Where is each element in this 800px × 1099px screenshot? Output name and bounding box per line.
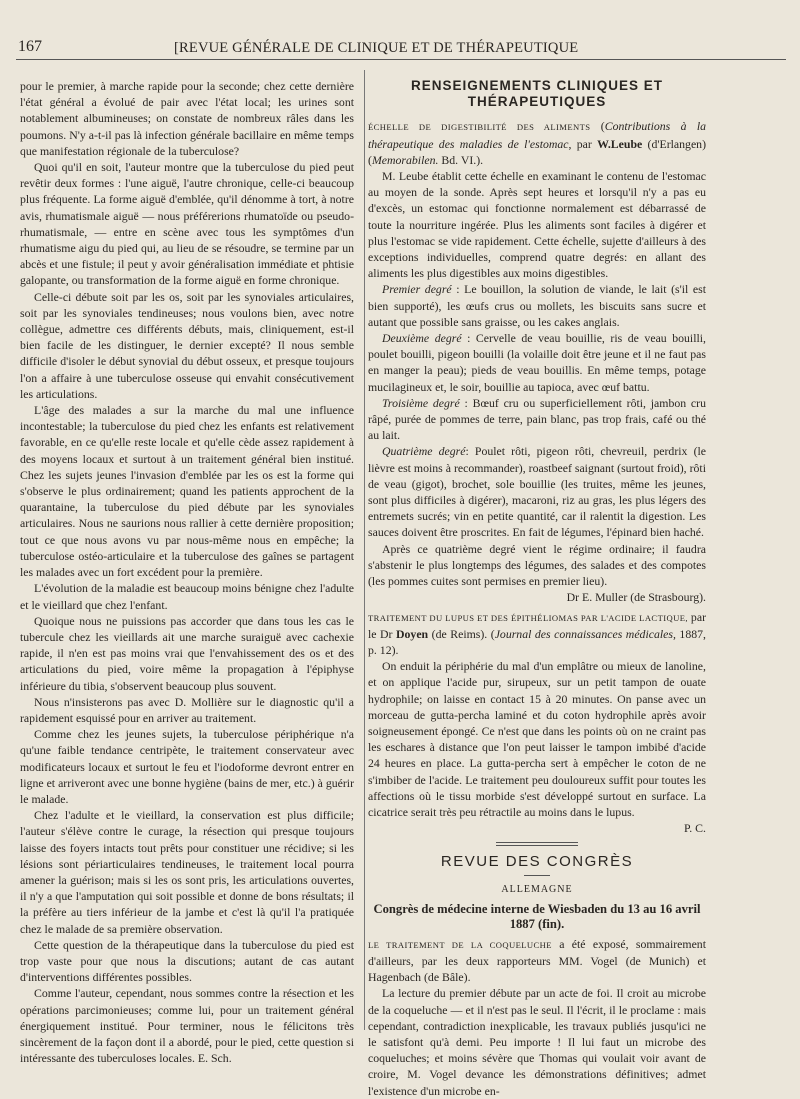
degree-label: Deuxième degré xyxy=(382,331,462,346)
left-column xyxy=(20,78,354,1066)
author: Doyen xyxy=(396,626,429,641)
paragraph: Deuxième degré : Cervelle de veau bouillie, ris de veau bouilli, poulet bouilli, pigeon bouilli (la volaille doit être jeune et il ne faut pas en manger la peau); pieds de veau bouillis. En même temps, potage mucilagineux et, le soir, bouillie au tapioca, avec œuf battu. xyxy=(368,331,706,394)
paragraph: Nous n'insisterons pas avec D. Mollière sur le diagnostic qu'il a rapidement esquissé pour en arriver au traitement. xyxy=(20,694,354,725)
paragraph: M. Leube établit cette échelle en examinant le contenu de l'estomac au moyen de la sonde. Après sept heures et lorsqu'il n'y a pas eu d'excès, un estomac qui fonctionne normalement est débarrassé de toute la nourriture ingérée. Plus les aliments sont faciles à digérer et plus l'estomac se vide rapidement. Cette échelle, sujette d'ailleurs à des exceptions individuelles, comprend quatre degrés: en allant des aliments les plus digestibles aux moins digestibles. xyxy=(368,169,706,281)
paragraph: Chez l'adulte et le vieillard, la conservation est plus difficile; l'auteur s'élève contre le curage, la résection qui presque toujours laisse des foyers intacts tout prêts pour constituer une récidive; si les lésions sont périarticulaires tendineuses, le traitement local pourra amener la guérison; mais si les os sont pris, les articulations ouvertes, il n'y a que l'amputation qui soit possible et donne de bons résultats; il la préfère au tiers inférieur de la jambe et c'est là qu'il l'a pratiquée chez le malade de sa première observation. xyxy=(20,808,354,936)
page-header xyxy=(16,38,786,58)
signature: E. Sch. xyxy=(197,1051,232,1066)
article-title: TRAITEMENT DU LUPUS ET DES ÉPITHÉLIOMAS PAR L'ACIDE LACTIQUE, xyxy=(368,612,688,623)
article-title: LE TRAITEMENT DE LA COQUELUCHE xyxy=(368,939,552,950)
paragraph xyxy=(20,985,354,1066)
paragraph: pour le premier, à marche rapide pour la seconde; chez cette dernière l'état général a évolué de pair avec l'état local; les urines sont notablement albumineuses; on constate de nombreux râles dans les poumons. N'y a-t-il pas là infection générale bacillaire en même temps que manifestation régionale de la tuberculose? xyxy=(20,79,354,158)
congress-title: Congrès de médecine interne de Wiesbaden du 13 au 16 avril 1887 (fin). xyxy=(373,901,701,931)
paragraph: Celle-ci débute soit par les os, soit par les synoviales articulaires, soit par les synoviales tendineuses; nous voulons bien, avec notre collègue, admettre ces différents débuts, mais, cliniquement, est-il bien facile de les distinguer, le dernier excepté? Il nous semble difficile d'isoler le début synovial du début osseux, et presque toujours l'on a affaire à une tuberculose osseuse qui envahit consécutivement les articulations. xyxy=(20,289,354,401)
signature: Dr E. Muller (de Strasbourg). xyxy=(566,590,706,605)
author: W.Leube xyxy=(597,136,643,151)
paragraph: L'âge des malades a sur la marche du mal une influence incontestable; la tuberculose du pied chez les enfants est relativement favorable, en ce qu'elle reste locale et qu'elle cède assez rapidement à des moyens locaux et surtout à un traitement général bien institué. Chez les sujets jeunes l'invasion d'emblée par les os est la forme qui s'observe le plus ordinairement; quand les patients approchent de la quarantaine, la tuberculose du pied débute par les synoviales articulaires. Nous ne saurions nous rallier à cette dernière proposition; tout ce que nous avons vu par nous-même nous en empêche; la tuberculose ostéo-articulaire et la tuberculose des gaînes se partagent les malades avec un fort excédent pour la première. xyxy=(20,403,354,580)
degree-label: Quatrième degré xyxy=(382,444,466,459)
paragraph: Comme chez les jeunes sujets, la tuberculose périphérique n'a qu'une faible tendance centripète, le traitement conservateur avec modificateurs locaux et surtout le feu et l'iodoforme devront entrer en ligne et arriveront avec une bonne hygiène (bains de mer, etc.) à guérir le malade. xyxy=(20,727,354,806)
signature: P. C. xyxy=(684,821,706,836)
section-heading: RENSEIGNEMENTS CLINIQUES ET THÉRAPEUTIQUES xyxy=(410,78,664,110)
running-title: [REVUE GÉNÉRALE DE CLINIQUE ET DE THÉRAPEUTIQUE xyxy=(174,40,579,56)
right-column xyxy=(368,78,706,1099)
paragraph: LE TRAITEMENT DE LA COQUELUCHE a été exposé, sommairement d'ailleurs, par les deux rapporteurs MM. Vogel (de Munich) et Hagenbach (de Bâle). xyxy=(368,936,706,985)
journal: Memorabilen. xyxy=(371,152,439,167)
degree-label: Premier degré xyxy=(382,282,452,297)
paragraph: Quoi qu'il en soit, l'auteur montre que la tuberculose du pied peut revêtir deux formes : l'une aiguë, l'autre chronique, celle-ci beaucoup plus fréquente. La forme aiguë d'emblée, qu'il dénomme à tort, à notre avis, rhumatismale aiguë — nous préférerions rhumatoïde ou pseudo-rhumatismale, — entre en scène avec tous les symptômes d'un rhumatisme aigu du pied qui, au lieu de se résoudre, se termine par un abcès et une fistule; il peut y avoir généralisation immédiate et phtisie galopante, ou transformation de la forme aiguë en forme chronique. xyxy=(20,160,354,288)
ornament-rule xyxy=(496,842,578,846)
article-heading: TRAITEMENT DU LUPUS ET DES ÉPITHÉLIOMAS PAR L'ACIDE LACTIQUE, par le Dr Doyen (de Reims). (Journal des connaissances médicales, 1887, p. 12). xyxy=(368,609,706,657)
paragraph: La lecture du premier débute par un acte de foi. Il croit au microbe de la coqueluche — et il n'est pas le seul. Il l'écrit, il le proclame : mais cependant, contradiction inexplicable, les travaux publiés jusqu'ici ne le satisfont qu'à demi. Peu importe ! Il lui faut un microbe des coqueluches; et moins sévère que Thomas qui voulait voir avant de croire, M. Vogel devance les démonstrations définitives; admet l'existence d'un microbe en- xyxy=(368,986,706,1098)
article-title: ÉCHELLE DE DIGESTIBILITÉ DES ALIMENTS xyxy=(368,122,591,133)
reference-title: Contributions à la thérapeutique des maladies de l'estomac xyxy=(368,119,707,151)
paragraph-text: Comme l'auteur, cependant, nous sommes contre la résection et les opérations parcimonieuses; comme lui, pour un traitement général énergiquement institué. Pour terminer, nous le félicitons très sincèrement de la façon dont il a abordé, pour le pied, cette question si intéressante des tuberculoses locales. xyxy=(20,986,354,1066)
ornament-rule xyxy=(524,875,550,876)
paragraph: Cette question de la thérapeutique dans la tuberculose du pied est trop vaste pour que nous la discutions; autant de cas autant d'interventions différentes possibles. xyxy=(20,937,354,985)
column-divider xyxy=(364,70,365,1030)
journal: Journal des connaissances médicales, xyxy=(494,626,676,641)
paragraph: On enduit la périphérie du mal d'un emplâtre ou mieux de lanoline, et on applique l'acide pur, sirupeux, sur un petit tampon de ouate hydrophile; on laisse en contact 15 à 20 minutes. On panse avec un morceau de gutta-percha laminé et du coton hydrophile après avoir soigneusement épongé. Ce n'est que dans les points où on ne craint pas les eschares à distance que l'on peut laisser le tampon imbibé d'acide 24 heures en place. La gutta-percha sert à empêcher le coton de ne s'imbiber de l'acide. Le traitement peu douloureux suffit pour toutes les affections où le tissu morbide s'est développé surtout en surface. La cicatrice serait très peu rétractile au moins dans le lupus. xyxy=(368,659,706,819)
section-heading: REVUE DES CONGRÈS xyxy=(440,853,634,871)
paragraph: Quoique nous ne puissions pas accorder que dans tous les cas le tubercule chez les vieillards ait une marche suraiguë avec cachexie rapide, il n'en est pas moins vrai que l'envahissement des os et des articulations du pied, voire même la propagation à l'épiphyse inférieure du tibia, s'observent beaucoup plus souvent. xyxy=(20,613,354,693)
page-number: 167 xyxy=(18,38,42,55)
paragraph: Après ce quatrième degré vient le régime ordinaire; il faudra s'abstenir le plus longtemps des légumes, des salades et des compotes (les pommes cuites sont permises en premier lieu). xyxy=(368,541,706,589)
country-heading: ALLEMAGNE xyxy=(501,883,573,895)
paragraph: Troisième degré : Bœuf cru ou superficiellement rôti, jambon cru râpé, purée de pommes de terre, pain blanc, pas trop frais, café ou thé au lait. xyxy=(368,395,706,443)
article-heading: ÉCHELLE DE DIGESTIBILITÉ DES ALIMENTS (Contributions à la thérapeutique des maladies de l'estomac, par W.Leube (d'Erlangen) (Memorabilen. Bd. VI.). xyxy=(368,119,707,167)
degree-label: Troisième degré xyxy=(382,395,460,410)
header-rule xyxy=(16,59,786,60)
paragraph: Quatrième degré: Poulet rôti, pigeon rôti, chevreuil, perdrix (le lièvre est moins à recommander), roastbeef saignant (surtout froid), rôti de veau (gigot), brochet, sole bouillie (les truites, même les jeunes, sont plus difficiles à digérer), macaroni, riz au gras, les plus légers des entremets sucrés; vin en petite quantité, car il ralentit la digestion. Les sauces doivent être proscrites. En fait de légumes, l'épinard bien haché. xyxy=(368,444,707,540)
paragraph: L'évolution de la maladie est beaucoup moins bénigne chez l'adulte et le vieillard que chez l'enfant. xyxy=(20,581,354,612)
paragraph: Premier degré : Le bouillon, la solution de viande, le lait (s'il est bien supporté), les œufs crus ou mollets, les biscuits sans sucre et autant que possible sans graisse, ou les cakes anglais. xyxy=(368,282,706,329)
